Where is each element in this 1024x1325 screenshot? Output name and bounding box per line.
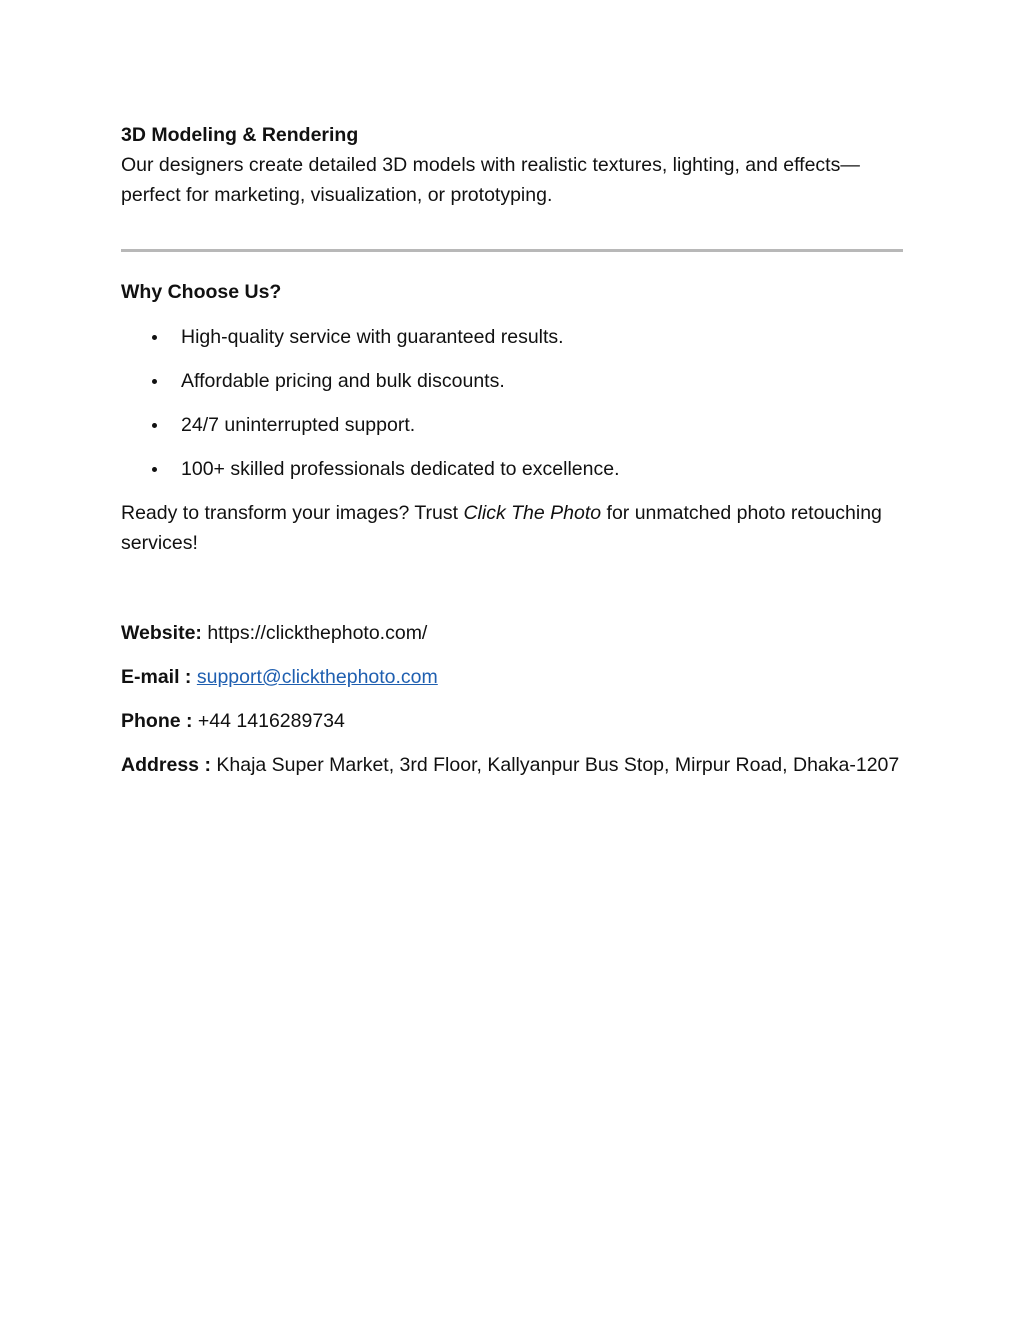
website-value: https://clickthephoto.com/ (207, 622, 428, 644)
list-item (121, 410, 903, 440)
contact-block (121, 618, 903, 780)
bullet-icon (152, 335, 157, 340)
address-line (121, 750, 903, 780)
list-item-text: 100+ skilled professionals dedicated to excellence. (181, 458, 620, 480)
phone-line (121, 706, 903, 736)
why-choose-us-list (121, 322, 903, 484)
website-line (121, 618, 903, 648)
document-page (121, 120, 903, 794)
section-body-3d-modeling: Our designers create detailed 3D models with realistic textures, lighting, and effects—perfect for marketing, visualization, or prototyping. (121, 154, 860, 206)
phone-value: +44 1416289734 (197, 710, 345, 732)
bullet-icon (152, 379, 157, 384)
email-label: E-mail : (121, 666, 192, 688)
why-choose-us-heading: Why Choose Us? (121, 281, 282, 303)
list-item-text: Affordable pricing and bulk discounts. (181, 370, 505, 392)
section-heading-3d-modeling: 3D Modeling & Rendering (121, 124, 359, 146)
email-link[interactable]: support@clickthephoto.com (196, 666, 438, 688)
address-value: Khaja Super Market, 3rd Floor, Kallyanpur Bus Stop, Mirpur Road, Dhaka-1207 (216, 754, 900, 776)
list-item-text: 24/7 uninterrupted support. (181, 414, 416, 436)
list-item (121, 366, 903, 396)
closing-brand-name: Click The Photo (463, 502, 602, 524)
phone-label: Phone : (121, 710, 193, 732)
email-line (121, 662, 903, 692)
closing-text-before: Ready to transform your images? Trust (121, 502, 464, 524)
bullet-icon (152, 467, 157, 472)
list-item (121, 454, 903, 484)
list-item-text: High-quality service with guaranteed results. (181, 326, 564, 348)
closing-text-after: for unmatched photo retouching services! (121, 502, 882, 554)
list-item (121, 322, 903, 352)
closing-paragraph (121, 498, 903, 558)
horizontal-divider (121, 249, 903, 252)
bullet-icon (152, 423, 157, 428)
address-label: Address : (121, 754, 211, 776)
website-label: Website: (121, 622, 202, 644)
